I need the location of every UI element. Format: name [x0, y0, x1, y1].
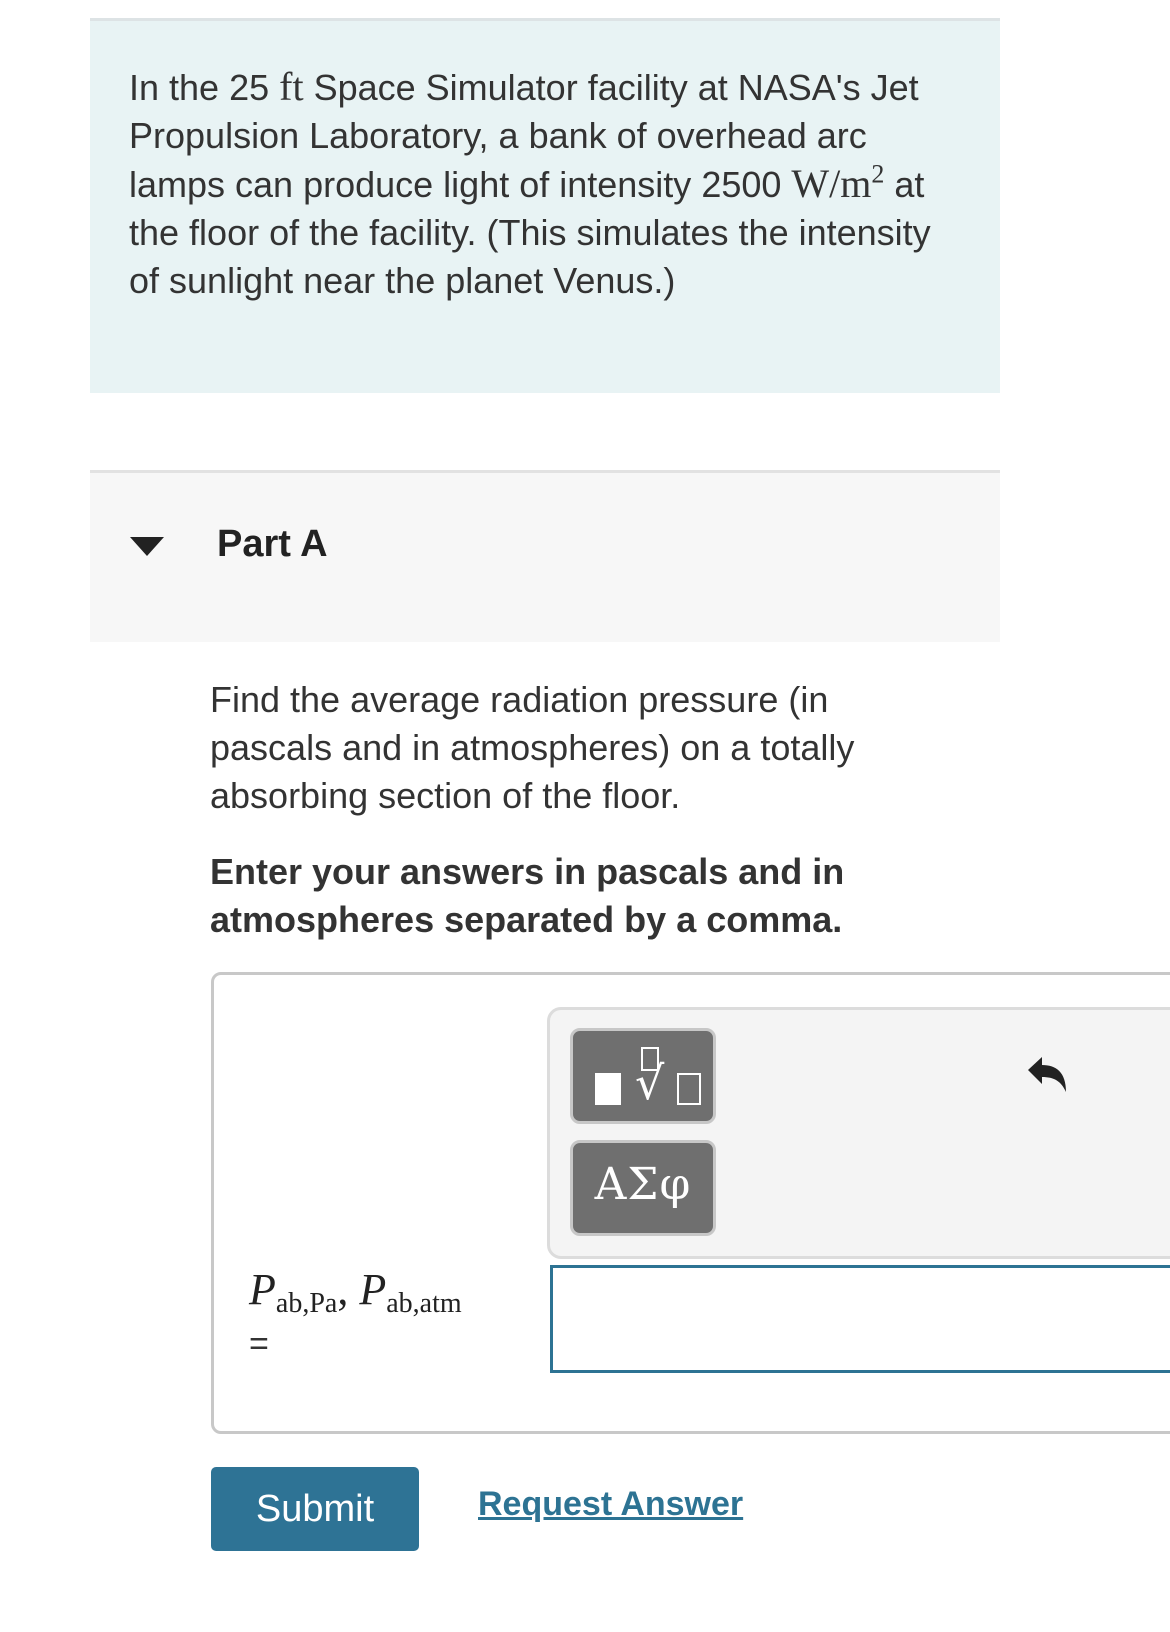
subscript-ab-atm: ab,atm: [386, 1288, 462, 1319]
template-square: [595, 1073, 621, 1105]
answer-area: [211, 972, 1170, 1434]
part-a-header[interactable]: [90, 470, 1000, 642]
answer-input[interactable]: [550, 1265, 1170, 1373]
template-root-box: [677, 1073, 701, 1105]
undo-icon[interactable]: [1020, 1048, 1074, 1102]
symbols-button[interactable]: [570, 1140, 716, 1236]
subscript-ab-pa: ab,Pa: [275, 1288, 338, 1319]
problem-intro: [90, 18, 1000, 393]
math-toolbar: [547, 1007, 1170, 1259]
label-comma: ,: [337, 1265, 360, 1314]
intro-text-part: In the 25: [129, 67, 280, 108]
intro-text-part: at the floor of the facility. (This simulates the intensity of sunlight near the planet Venus.): [129, 164, 931, 301]
answer-variable-label: [249, 1263, 529, 1331]
request-answer-link[interactable]: Request Answer: [478, 1485, 744, 1523]
problem-text: [129, 63, 959, 305]
intensity-unit-exponent: 2: [871, 159, 885, 189]
unit-ft: ft: [279, 64, 304, 109]
templates-button[interactable]: [570, 1028, 716, 1124]
variable-p-atm: P: [359, 1265, 387, 1314]
template-root-sign: √: [635, 1056, 665, 1110]
instruction-text: Enter your answers in pascals and in atmospheres separated by a comma.: [210, 851, 845, 940]
variable-p-pascal: P: [249, 1265, 276, 1314]
part-title: Part A: [217, 523, 328, 565]
submit-button[interactable]: Submit: [211, 1467, 419, 1551]
intro-text-part: Space Simulator facility at NASA's Jet Propulsion Laboratory, a bank of overhead arc lamps can produce light of intensity: [129, 67, 919, 205]
question-text: Find the average radiation pressure (in pascals and in atmospheres) on a totally absorbing section of the floor.: [210, 679, 855, 816]
intensity-unit-base: W/m: [791, 161, 872, 206]
intensity-value: 2500: [701, 164, 792, 205]
collapse-triangle-icon[interactable]: [130, 537, 164, 559]
equals-sign: =: [249, 1325, 269, 1363]
intensity-unit: [791, 161, 884, 206]
symbols-label: ΑΣφ: [594, 1159, 692, 1210]
